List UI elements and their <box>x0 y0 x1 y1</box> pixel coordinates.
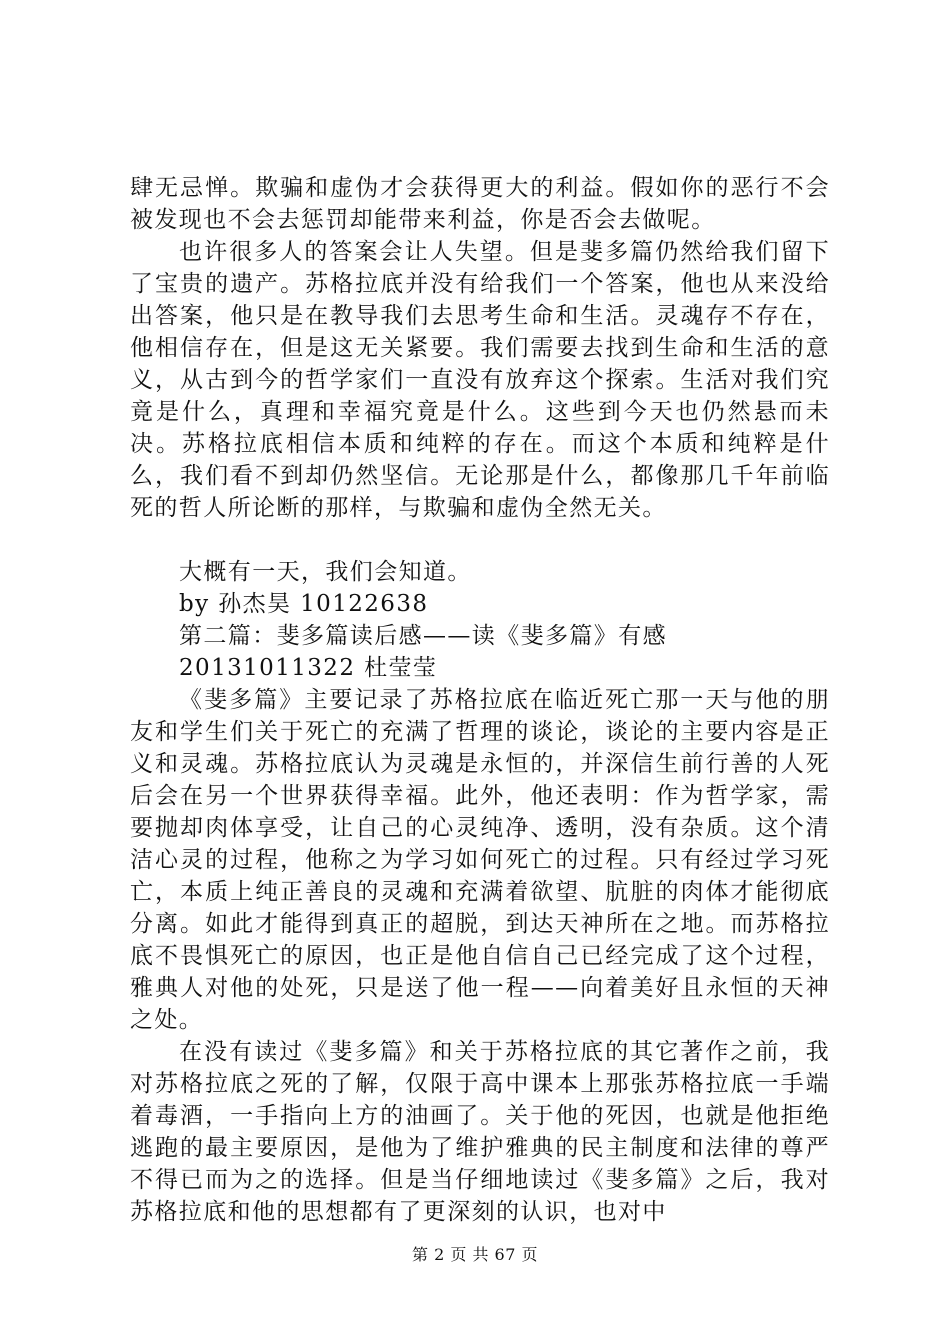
section-title: 第二篇：斐多篇读后感——读《斐多篇》有感 <box>179 623 667 649</box>
paragraph-gap <box>130 524 830 556</box>
closing-line: 大概有一天，我们会知道。 <box>179 559 472 585</box>
student-id-line: 20131011322 杜莹莹 <box>179 655 438 681</box>
body-text-upper <box>130 172 830 1228</box>
paragraph-summary: 《斐多篇》主要记录了苏格拉底在临近死亡那一天与他的朋友和学生们关于死亡的充满了哲理的谈论，谈论的主要内容是正义和灵魂。苏格拉底认为灵魂是永恒的，并深信生前行善的人死后会在另一个世界获得幸福。此外，他还表明：作为哲学家，需要抛却肉体享受，让自己的心灵纯净、透明，没有杂质。这个清洁心灵的过程，他称之为学习如何死亡的过程。只有经过学习死亡，本质上纯正善良的灵魂和充满着欲望、肮脏的肉体才能彻底分离。如此才能得到真正的超脱，到达天神所在之地。而苏格拉底不畏惧死亡的原因，也正是他自信自己已经完成了这个过程，雅典人对他的处死，只是送了他一程——向着美好且永恒的天神之处。 <box>130 687 830 1033</box>
author-line: by 孙杰昊 10122638 <box>179 591 429 617</box>
paragraph-reflection: 在没有读过《斐多篇》和关于苏格拉底的其它著作之前，我对苏格拉底之死的了解，仅限于高中课本上那张苏格拉底一手端着毒酒，一手指向上方的油画了。关于他的死因，也就是他拒绝逃跑的最主要原因，是他为了维护雅典的民主制度和法律的尊严不得已而为之的选择。但是当仔细地读过《斐多篇》之后，我对苏格拉底和他的思想都有了更深刻的认识，也对中 <box>130 1039 830 1225</box>
paragraph-continued: 肆无忌惮。欺骗和虚伪才会获得更大的利益。假如你的恶行不会被发现也不会去惩罚却能带来利益，你是否会去做呢。 <box>130 175 830 233</box>
paragraph-answer: 也许很多人的答案会让人失望。但是斐多篇仍然给我们留下了宝贵的遗产。苏格拉底并没有给我们一个答案，他也从来没给出答案，他只是在教导我们去思考生命和生活。灵魂存不存在，他相信存在，但是这无关紧要。我们需要去找到生命和生活的意义，从古到今的哲学家们一直没有放弃这个探索。生活对我们究竟是什么，真理和幸福究竟是什么。这些到今天也仍然悬而未决。苏格拉底相信本质和纯粹的存在。而这个本质和纯粹是什么，我们看不到却仍然坚信。无论那是什么，都像那几千年前临死的哲人所论断的那样，与欺骗和虚伪全然无关。 <box>130 239 830 521</box>
page-footer: 第 2 页 共 67 页 <box>412 1245 538 1264</box>
